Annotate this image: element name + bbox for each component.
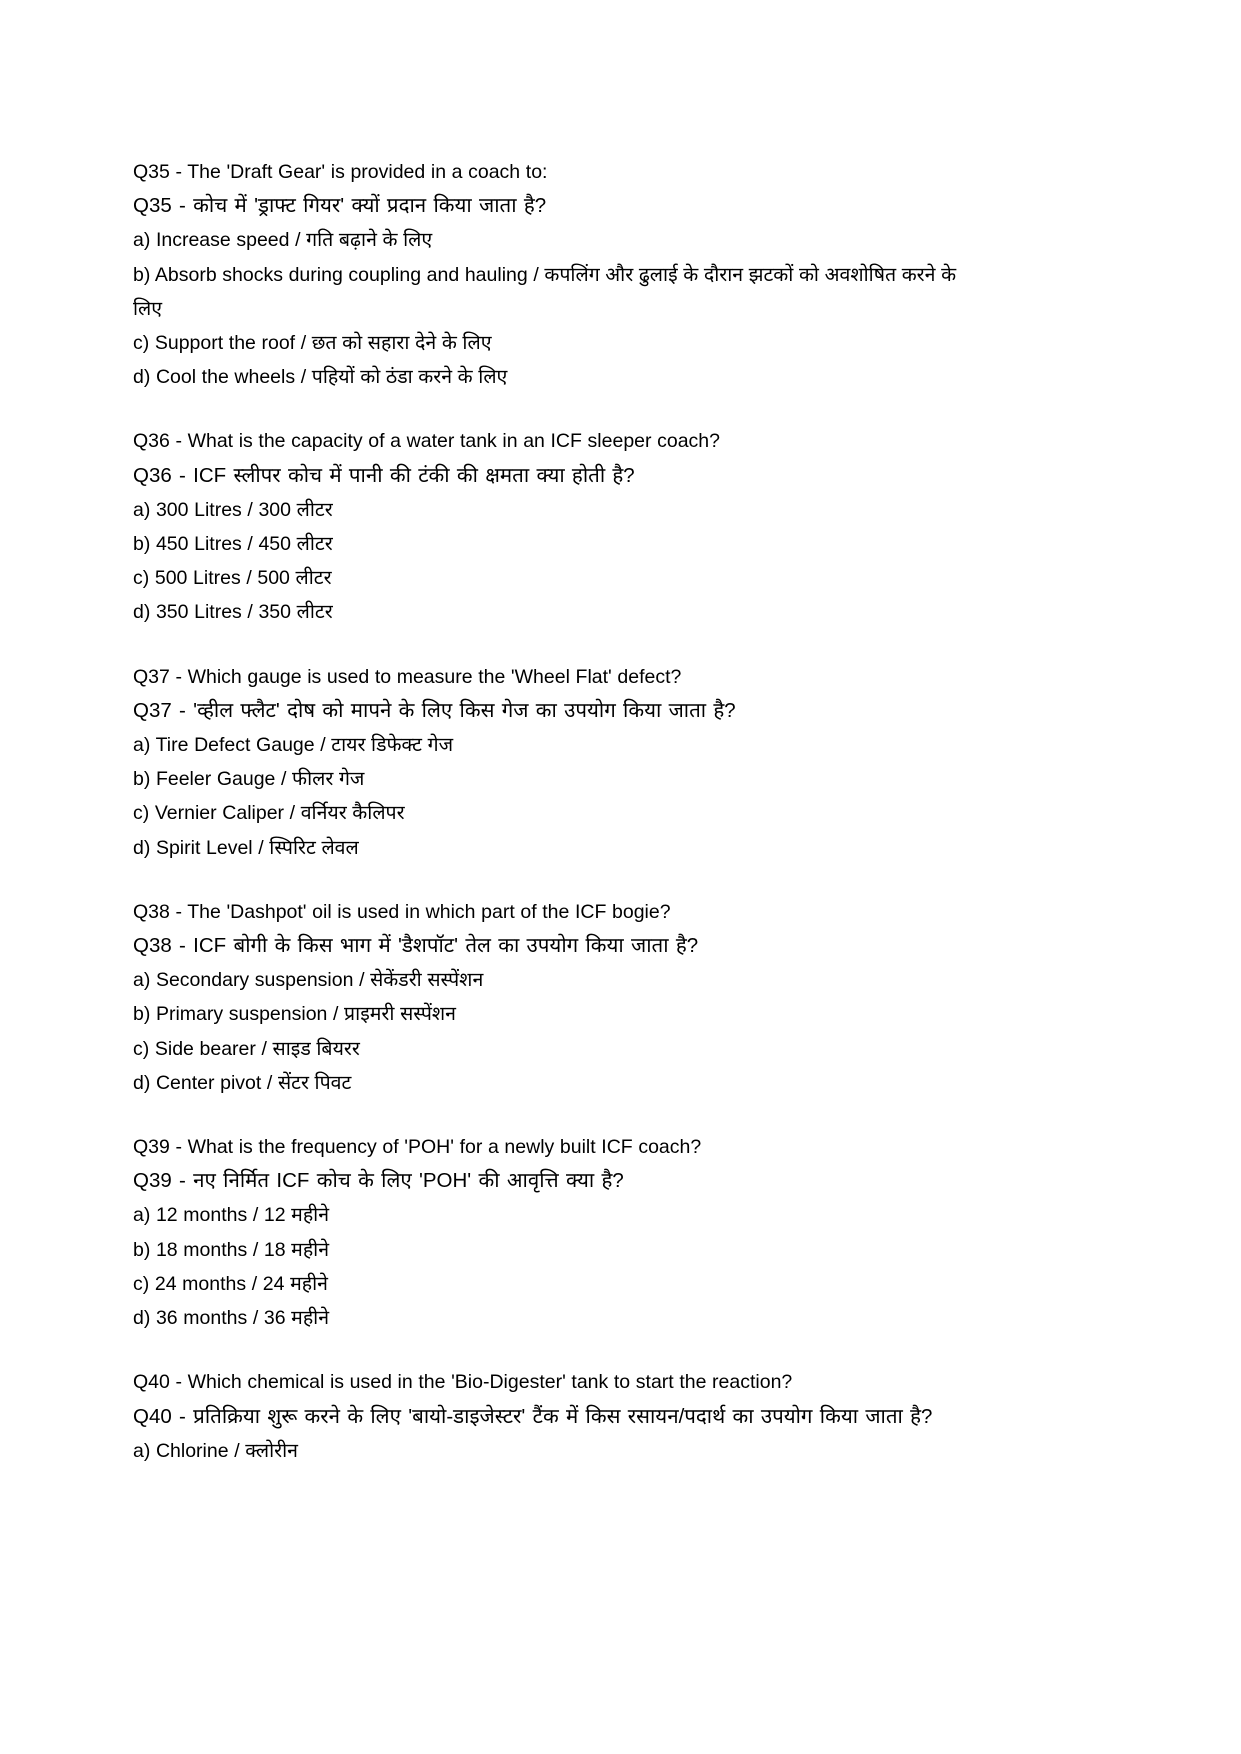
option-c: c) 24 months / 24 महीने	[133, 1272, 328, 1295]
question-prompt-english: Q37 - Which gauge is used to measure the 'Wheel Flat' defect?	[133, 665, 682, 688]
question-block-q35	[133, 155, 978, 394]
option-d: d) 350 Litres / 350 लीटर	[133, 601, 333, 624]
question-block-q39	[133, 1130, 978, 1335]
option-a: a) Secondary suspension / सेकेंडरी सस्पेंशन	[133, 969, 484, 992]
question-prompt-english: Q38 - The 'Dashpot' oil is used in which part of the ICF bogie?	[133, 900, 671, 923]
option-a: a) 12 months / 12 महीने	[133, 1204, 330, 1227]
question-list	[133, 155, 978, 1468]
question-block-q36	[133, 424, 978, 629]
option-d: d) Spirit Level / स्पिरिट लेवल	[133, 836, 359, 859]
option-a: a) 300 Litres / 300 लीटर	[133, 498, 333, 521]
option-a: a) Tire Defect Gauge / टायर डिफेक्ट गेज	[133, 734, 454, 757]
option-b: b) 450 Litres / 450 लीटर	[133, 533, 333, 556]
question-block-q37	[133, 660, 978, 865]
question-prompt-hindi: Q38 - ICF बोगी के किस भाग में 'डैशपॉट' तेल का उपयोग किया जाता है?	[133, 934, 699, 958]
option-d: d) 36 months / 36 महीने	[133, 1307, 330, 1330]
question-prompt-english: Q40 - Which chemical is used in the 'Bio-Digester' tank to start the reaction?	[133, 1371, 793, 1394]
option-b: b) Feeler Gauge / फीलर गेज	[133, 768, 365, 791]
question-prompt-english: Q35 - The 'Draft Gear' is provided in a coach to:	[133, 161, 548, 183]
question-prompt-english: Q39 - What is the frequency of 'POH' for a newly built ICF coach?	[133, 1136, 702, 1159]
option-d: d) Center pivot / सेंटर पिवट	[133, 1071, 352, 1094]
option-c: c) Side bearer / साइड बियरर	[133, 1037, 360, 1060]
question-prompt-hindi: Q35 - कोच में 'ड्राफ्ट गियर' क्यों प्रदान किया जाता है?	[133, 194, 547, 218]
option-b: b) 18 months / 18 महीने	[133, 1238, 330, 1261]
question-prompt-hindi: Q40 - प्रतिक्रिया शुरू करने के लिए 'बायो-डाइजेस्टर' टैंक में किस रसायन/पदार्थ का उपयोग किया जाता है?	[133, 1404, 933, 1428]
option-d: d) Cool the wheels / पहियों को ठंडा करने के लिए	[133, 366, 508, 389]
option-b: b) Primary suspension / प्राइमरी सस्पेंशन	[133, 1003, 456, 1026]
option-c: c) Support the roof / छत को सहारा देने के लिए	[133, 332, 492, 355]
option-b: b) Absorb shocks during coupling and hauling / कपलिंग और ढुलाई के दौरान झटकों को अवशोषित करने के लिए	[133, 263, 962, 320]
question-block-q38	[133, 895, 978, 1100]
question-prompt-english: Q36 - What is the capacity of a water tank in an ICF sleeper coach?	[133, 430, 721, 453]
option-c: c) Vernier Caliper / वर्नियर कैलिपर	[133, 802, 405, 825]
option-c: c) 500 Litres / 500 लीटर	[133, 567, 332, 590]
question-prompt-hindi: Q39 - नए निर्मित ICF कोच के लिए 'POH' की आवृत्ति क्या है?	[133, 1169, 624, 1193]
option-a: a) Increase speed / गति बढ़ाने के लिए	[133, 229, 433, 252]
question-block-q40	[133, 1365, 978, 1468]
question-prompt-hindi: Q36 - ICF स्लीपर कोच में पानी की टंकी की क्षमता क्या होती है?	[133, 463, 635, 487]
option-a: a) Chlorine / क्लोरीन	[133, 1439, 298, 1462]
question-prompt-hindi: Q37 - 'व्हील फ्लैट' दोष को मापने के लिए किस गेज का उपयोग किया जाता है?	[133, 698, 736, 722]
